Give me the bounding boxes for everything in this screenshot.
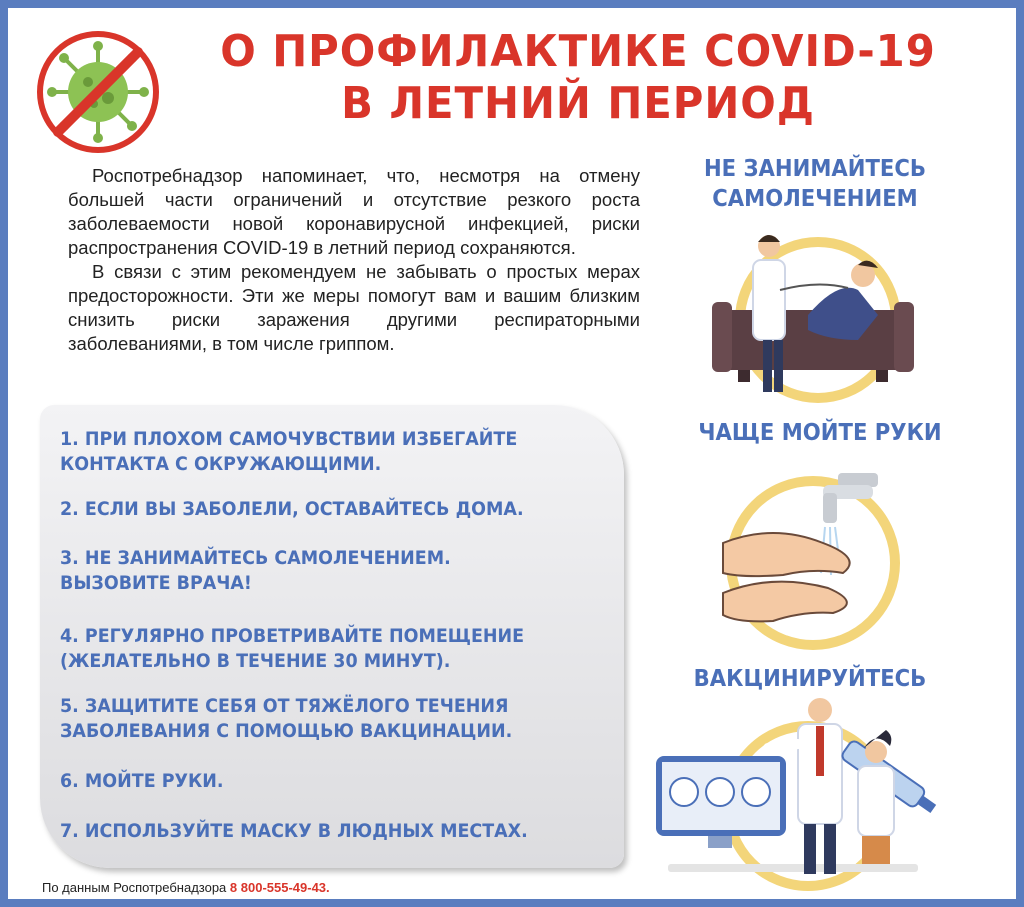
rule-item-5: 5. ЗАЩИТИТЕ СЕБЯ ОТ ТЯЖЁЛОГО ТЕЧЕНИЯ ЗАБОЛЕВАНИЯ С ПОМОЩЬЮ ВАКЦИНАЦИИ. [60, 695, 513, 742]
rule-item-2: 2. ЕСЛИ ВЫ ЗАБОЛЕЛИ, ОСТАВАЙТЕСЬ ДОМА. [60, 498, 524, 520]
rule-item-4: 4. РЕГУЛЯРНО ПРОВЕТРИВАЙТЕ ПОМЕЩЕНИЕ (ЖЕЛАТЕЛЬНО В ТЕЧЕНИЕ 30 МИНУТ). [60, 625, 525, 672]
heading-no-self-treatment: НЕ ЗАНИМАЙТЕСЬ САМОЛЕЧЕНИЕМ [703, 156, 927, 212]
doctor-patient-illustration [708, 220, 918, 405]
heading-vaccinate: ВАКЦИНИРУЙТЕСЬ [693, 666, 927, 692]
handwashing-illustration [713, 463, 913, 653]
title-line-1: О ПРОФИЛАКТИКЕ COVID-19 [220, 26, 936, 77]
intro-paragraph-1: Роспотребнадзор напоминает, что, несмотря на отмену большей части ограничений и отсутствие резкого роста заболеваемости новой коронавирусной инфекцией, риски распространения COVID-19 в летний период сохраняются. [68, 165, 640, 258]
page-title [198, 26, 958, 130]
title-line-2: В ЛЕТНИЙ ПЕРИОД [341, 78, 815, 129]
rule-item-1: 1. ПРИ ПЛОХОМ САМОЧУВСТВИИ ИЗБЕГАЙТЕ КОНТАКТА С ОКРУЖАЮЩИМИ. [60, 428, 518, 475]
rule-item-7: 7. ИСПОЛЬЗУЙТЕ МАСКУ В ЛЮДНЫХ МЕСТАХ. [60, 820, 528, 842]
intro-text [68, 164, 640, 356]
vaccination-illustration [648, 696, 938, 891]
footer-source-text: По данным Роспотребнадзора [42, 880, 227, 895]
heading-wash-hands: ЧАЩЕ МОЙТЕ РУКИ [698, 420, 942, 446]
rule-item-3: 3. НЕ ЗАНИМАЙТЕСЬ САМОЛЕЧЕНИЕМ. ВЫЗОВИТЕ ВРАЧА! [60, 547, 451, 594]
hotline-phone: 8 800-555-49-43. [229, 880, 330, 895]
rules-panel [40, 405, 624, 868]
no-virus-icon [36, 30, 160, 154]
intro-paragraph-2: В связи с этим рекомендуем не забывать о простых мерах предосторожности. Эти же меры помогут вам и вашим близким снизить риски заражения другими респираторными заболеваниями, в том числе гриппом. [68, 261, 640, 354]
footer-source [42, 880, 330, 895]
rule-item-6: 6. МОЙТЕ РУКИ. [60, 770, 224, 792]
